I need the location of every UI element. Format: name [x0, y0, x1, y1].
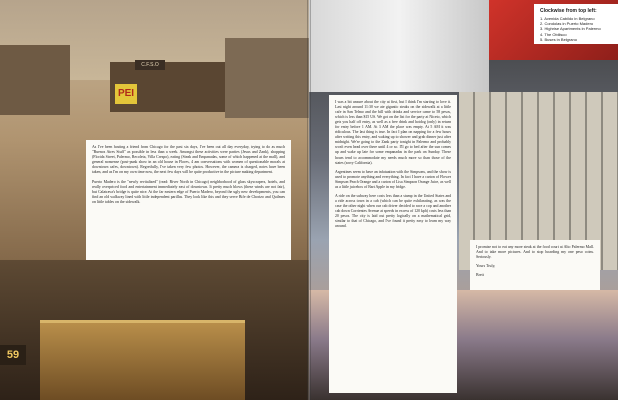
left-story-paragraph-1: As I've been hosting a friend from Chicago for the past six days, I've been out all day everyday, trying to do as much "Buenos Aires Stuff" as possible in less than a week. Amongst these activities were parties (Jesus and Zank), shopping (Florida Street, Palermo, Recoleta, Villa Crespo), eating (Steak and Empanadas, some of which happened at the mall), and general nonsense (post-punk show in an old house in Flores, 4 am conversations with women of questionable morals at downtown cafes, downtown). Regretfully, I've taken very few photos. However, the camera is charged, notes have been taken, and as I'm on my own time now, the next few days will be quite productive in the picture making department. — [92, 145, 285, 175]
caption-item-2: 2. Condolas in Puerto Madero — [540, 21, 594, 27]
simpsons-photo — [309, 0, 489, 92]
right-story-paragraph-2: Argentines seem to have an infatuation with the Simpsons, and the show is used to promote anything and everything. In fact I have a carton of Flower Simpson Peach Orange and a carton of Lisa Simpson Orange Juice, as well as a little juicebox of Bart Apple in my fridge. — [335, 169, 451, 189]
caption-box — [534, 4, 618, 44]
shell-sign: PEI — [115, 84, 137, 104]
caption-item-1: 1. Avenida Cabildo in Belgrano — [540, 16, 595, 21]
right-story-paragraph-3: A ride on the subway here costs less than a stamp in the United States and a ride across town in a cab (which can be quite exhilarating, as was the case the other night when our cab driver decided to race a cop and another cab down Corrientes Avenue at speeds in excess of 120 kph) costs less than 20 pesos. The city is laid out pretty logically on a mathematical grid, similar to that of Chicago, and I've found it pretty easy to learn my way around. — [335, 193, 451, 229]
right-page — [309, 0, 618, 400]
caption-item-5: 5. Buses in Belgrano — [540, 36, 577, 42]
caption-title: Clockwise from top left: — [540, 8, 597, 14]
caption-item-4: 4. The Obilisco — [540, 31, 567, 37]
bus-number: 59 — [0, 345, 26, 365]
closing-paragraph: I promise not to eat any more steak at the food court at Alto Palermo Mall. And to take more pictures. And to stop hoarding my one peso coins. Seriously. — [476, 245, 594, 260]
building-right-left — [225, 38, 309, 118]
bus-photo — [40, 320, 245, 400]
left-story-paragraph-2: Puerto Madero is the "newly revitalized" (read: River North in Chicago) neighborhood of glass skyscrapers, hotels, and really overpriced food and entertainment immediately east of downtown. It pretty much blows (these winds are not fair), but Calatrava's bridge is quite nice. At the far eastern edge of Puerto Madero, beyond the ugly new developments, you can find an old walkway lined with little independent parillas. They look like this and they serve Bife de Chorizo and Quilmes on little tables on the sidewalk. — [92, 179, 285, 204]
closing-signoff: Yours Truly, — [476, 264, 496, 269]
building-left — [0, 45, 70, 115]
closing-name: Brett — [476, 273, 484, 278]
right-story-box — [329, 95, 457, 393]
left-story-box — [86, 140, 291, 260]
caption-item-3: 3. Highrise Apartments in Palermo — [540, 26, 601, 32]
closing-note-box — [470, 240, 600, 290]
right-story-paragraph-1: I was a bit unsure about the city at first, but I think I'm starting to love it. Last night around 11:30 we ate gigantic steaks on the sidewalk at a little cafe in San Telmo and the bill with drinks and service came to 58 pesos, which is less than $15 US. We got on the list for the party at Niceto, which gets you half off entry, as well as a free drink and hotdog (only) in return for entry before 1 AM. At 3 AM the place was empty. At 5 AM it was ridiculous. The last thing is true. In fact I plan on napping for a few hours after writing this entry, and waking up to shower and grab dinner just after midnight. We're going to the Zank party tonight in Palermo and probably won't even head over there until 4 or so. I'll go to bed after the sun comes up and wake up late for some empanadas in the park on Sunday. These hours tend to accommodate my needs much more so than those of the states (sorry California). — [335, 100, 451, 165]
store-sign: C.F.S.O — [135, 60, 165, 70]
page-gutter — [307, 0, 311, 400]
